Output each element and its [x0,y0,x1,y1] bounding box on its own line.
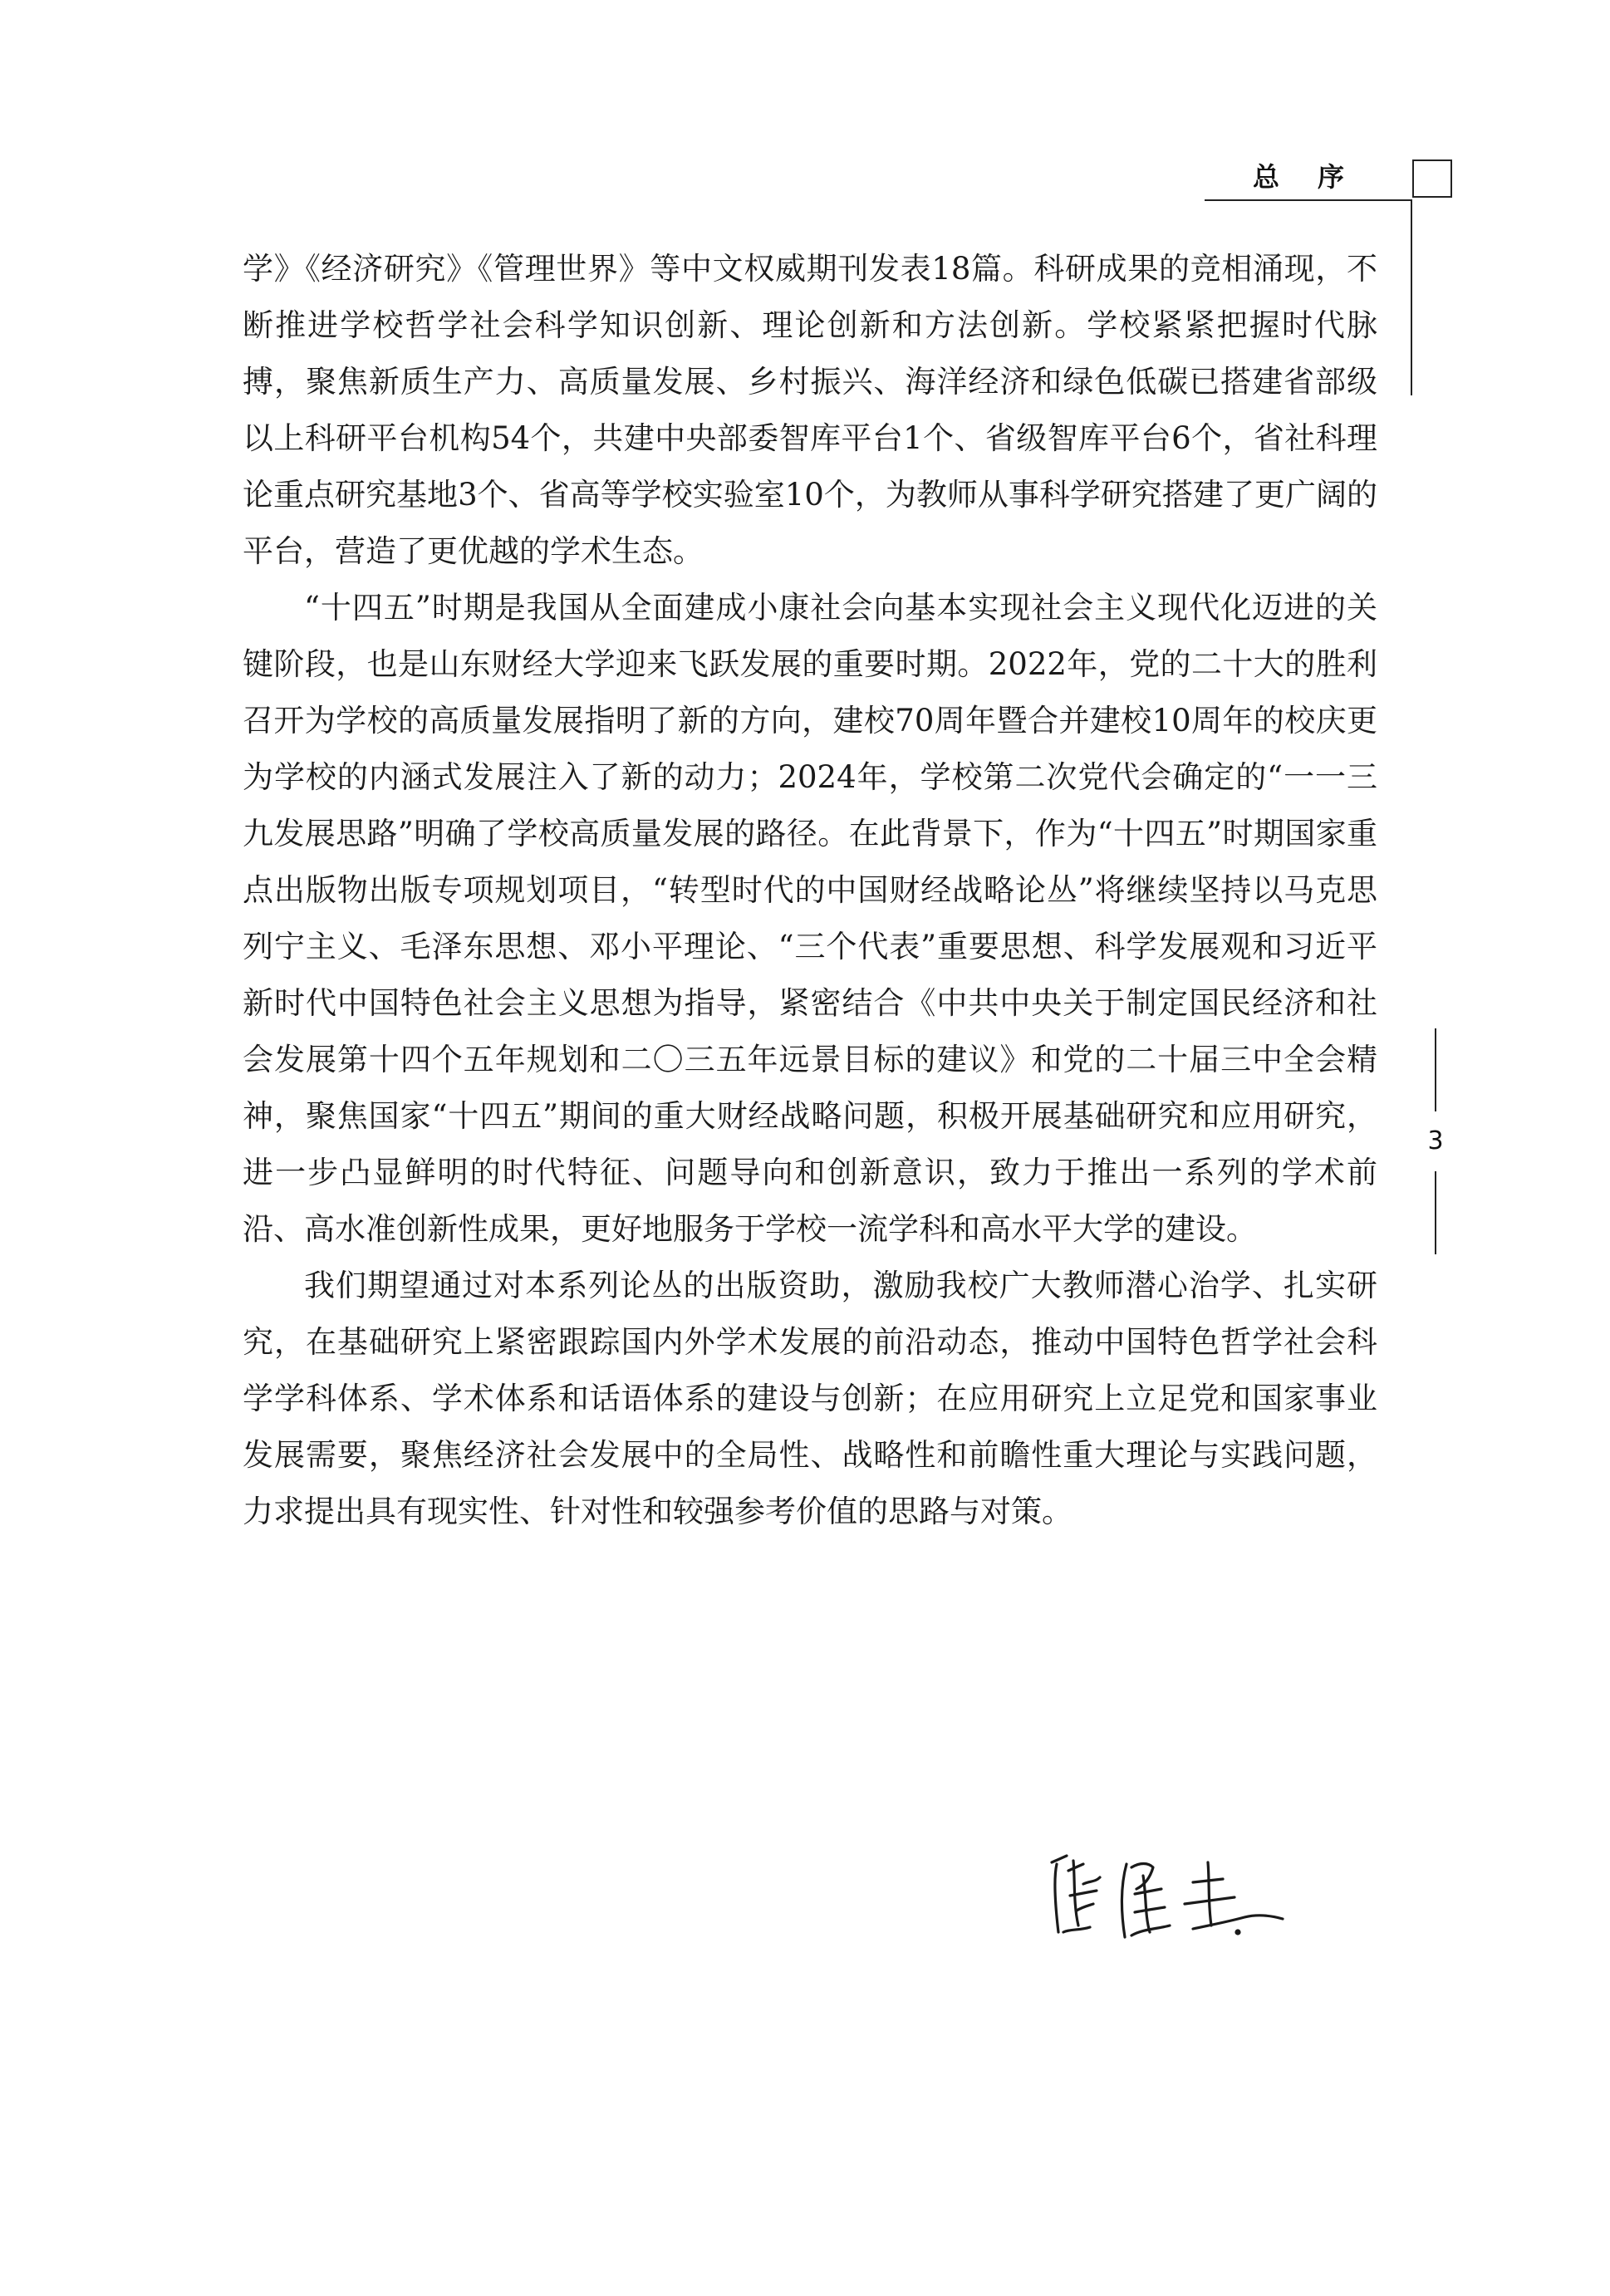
header-rule [1205,199,1411,201]
header-vertical-rule [1411,199,1412,395]
header-corner-box [1412,159,1452,198]
author-signature [1045,1846,1294,1954]
body-text [243,241,1377,1540]
paragraph-2: “十四五”时期是我国从全面建成小康社会向基本实现社会主义现代化迈进的关键阶段，也是山东财经大学迎来飞跃发展的重要时期。2022年，党的二十大的胜利召开为学校的高质量发展指明了新的方向，建校70周年暨合并建校10周年的校庆更为学校的内涵式发展注入了新的动力；2024年，学校第二次党代会确定的“一一三九发展思路”明确了学校高质量发展的路径。在此背景下，作为“十四五”时期国家重点出版物出版专项规划项目，“转型时代的中国财经战略论丛”将继续坚持以马克思列宁主义、毛泽东思想、邓小平理论、“三个代表”重要思想、科学发展观和习近平新时代中国特色社会主义思想为指导，紧密结合《中共中央关于制定国民经济和社会发展第十四个五年规划和二〇三五年远景目标的建议》和党的二十届三中全会精神，聚焦国家“十四五”期间的重大财经战略问题，积极开展基础研究和应用研究，进一步凸显鲜明的时代特征、问题导向和创新意识，致力于推出一系列的学术前沿、高水准创新性成果，更好地服务于学校一流学科和高水平大学的建设。 [243,590,1377,1247]
paragraph-1: 学》《经济研究》《管理世界》等中文权威期刊发表18篇。科研成果的竞相涌现，不断推进学校哲学社会科学知识创新、理论创新和方法创新。学校紧紧把握时代脉搏，聚焦新质生产力、高质量发展、乡村振兴、海洋经济和绿色低碳已搭建省部级以上科研平台机构54个，共建中央部委智库平台1个、省级智库平台6个，省社科理论重点研究基地3个、省高等学校实验室10个，为教师从事科学研究搭建了更广阔的平台，营造了更优越的学术生态。 [243,251,1377,569]
running-header-title: 总序 [1253,161,1383,193]
page-number: 3 [1427,1126,1444,1155]
page-number-rule-top [1435,1028,1436,1111]
page-number-rule-bottom [1435,1171,1436,1254]
paragraph-3: 我们期望通过对本系列论丛的出版资助，激励我校广大教师潜心治学、扎实研究，在基础研究上紧密跟踪国内外学术发展的前沿动态，推动中国特色哲学社会科学学科体系、学术体系和话语体系的建设与创新；在应用研究上立足党和国家事业发展需要，聚焦经济社会发展中的全局性、战略性和前瞻性重大理论与实践问题，力求提出具有现实性、针对性和较强参考价值的思路与对策。 [243,1268,1377,1529]
